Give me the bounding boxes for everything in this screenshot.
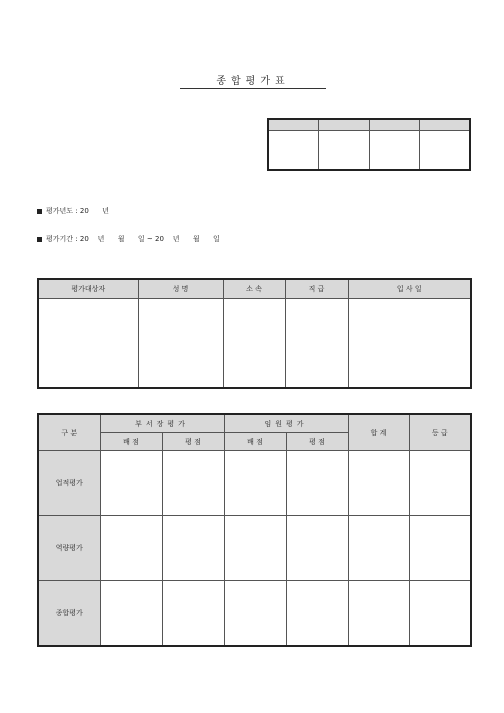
evaluation-year-line — [37, 206, 109, 216]
score-cell[interactable] — [100, 516, 162, 581]
target-header-cell: 입 사 일 — [348, 279, 471, 299]
approval-header-cell — [420, 119, 471, 131]
score-cell[interactable] — [348, 516, 409, 581]
row-label-performance: 업적평가 — [38, 451, 100, 516]
score-cell[interactable] — [348, 581, 409, 647]
target-cell[interactable] — [223, 299, 285, 389]
approval-sign-cell[interactable] — [420, 131, 471, 171]
score-cell[interactable] — [286, 451, 348, 516]
sub-header-cell: 평 점 — [162, 433, 224, 451]
evaluation-period-value: 20 년 월 일 ~ 20 년 월 일 — [79, 235, 220, 243]
approval-sign-cell[interactable] — [319, 131, 370, 171]
row-label-competency: 역량평가 — [38, 516, 100, 581]
approval-header-cell — [319, 119, 370, 131]
target-header-cell: 소 속 — [223, 279, 285, 299]
approval-box — [267, 118, 471, 171]
score-cell[interactable] — [409, 516, 471, 581]
target-table — [37, 278, 472, 389]
category-header: 구 분 — [38, 414, 100, 451]
executive-eval-header: 임원평가 — [224, 414, 348, 433]
score-cell[interactable] — [286, 516, 348, 581]
evaluation-year-prefix: 20 — [79, 207, 89, 215]
sub-header-cell: 배 점 — [100, 433, 162, 451]
target-cell[interactable] — [138, 299, 223, 389]
score-cell[interactable] — [162, 581, 224, 647]
score-cell[interactable] — [224, 451, 286, 516]
approval-sign-cell[interactable] — [268, 131, 319, 171]
sub-header-cell: 배 점 — [224, 433, 286, 451]
approval-sign-cell[interactable] — [369, 131, 420, 171]
grade-header: 등 급 — [409, 414, 471, 451]
dept-head-eval-header: 부서장평가 — [100, 414, 224, 433]
score-cell[interactable] — [224, 516, 286, 581]
score-cell[interactable] — [409, 451, 471, 516]
sub-header-cell: 평 점 — [286, 433, 348, 451]
bullet-icon — [37, 209, 42, 214]
title-underline — [180, 88, 326, 89]
score-cell[interactable] — [100, 451, 162, 516]
approval-header-cell — [369, 119, 420, 131]
target-header-cell: 평가대상자 — [38, 279, 138, 299]
row-label-overall: 종합평가 — [38, 581, 100, 647]
target-cell[interactable] — [285, 299, 348, 389]
target-cell[interactable] — [38, 299, 138, 389]
evaluation-year-unit: 년 — [102, 207, 109, 215]
target-cell[interactable] — [348, 299, 471, 389]
score-cell[interactable] — [162, 451, 224, 516]
score-cell[interactable] — [100, 581, 162, 647]
score-cell[interactable] — [286, 581, 348, 647]
score-cell[interactable] — [409, 581, 471, 647]
score-cell[interactable] — [162, 516, 224, 581]
score-cell[interactable] — [224, 581, 286, 647]
score-cell[interactable] — [348, 451, 409, 516]
target-header-cell: 성 명 — [138, 279, 223, 299]
evaluation-year-label: 평가년도 : — [46, 207, 78, 215]
evaluation-period-label: 평가기간 : — [46, 235, 78, 243]
approval-header-cell — [268, 119, 319, 131]
target-header-cell: 직 급 — [285, 279, 348, 299]
evaluation-table — [37, 413, 472, 647]
bullet-icon — [37, 237, 42, 242]
evaluation-period-line — [37, 234, 220, 244]
total-header: 합 계 — [348, 414, 409, 451]
page-title: 종합평가표 — [216, 76, 290, 87]
